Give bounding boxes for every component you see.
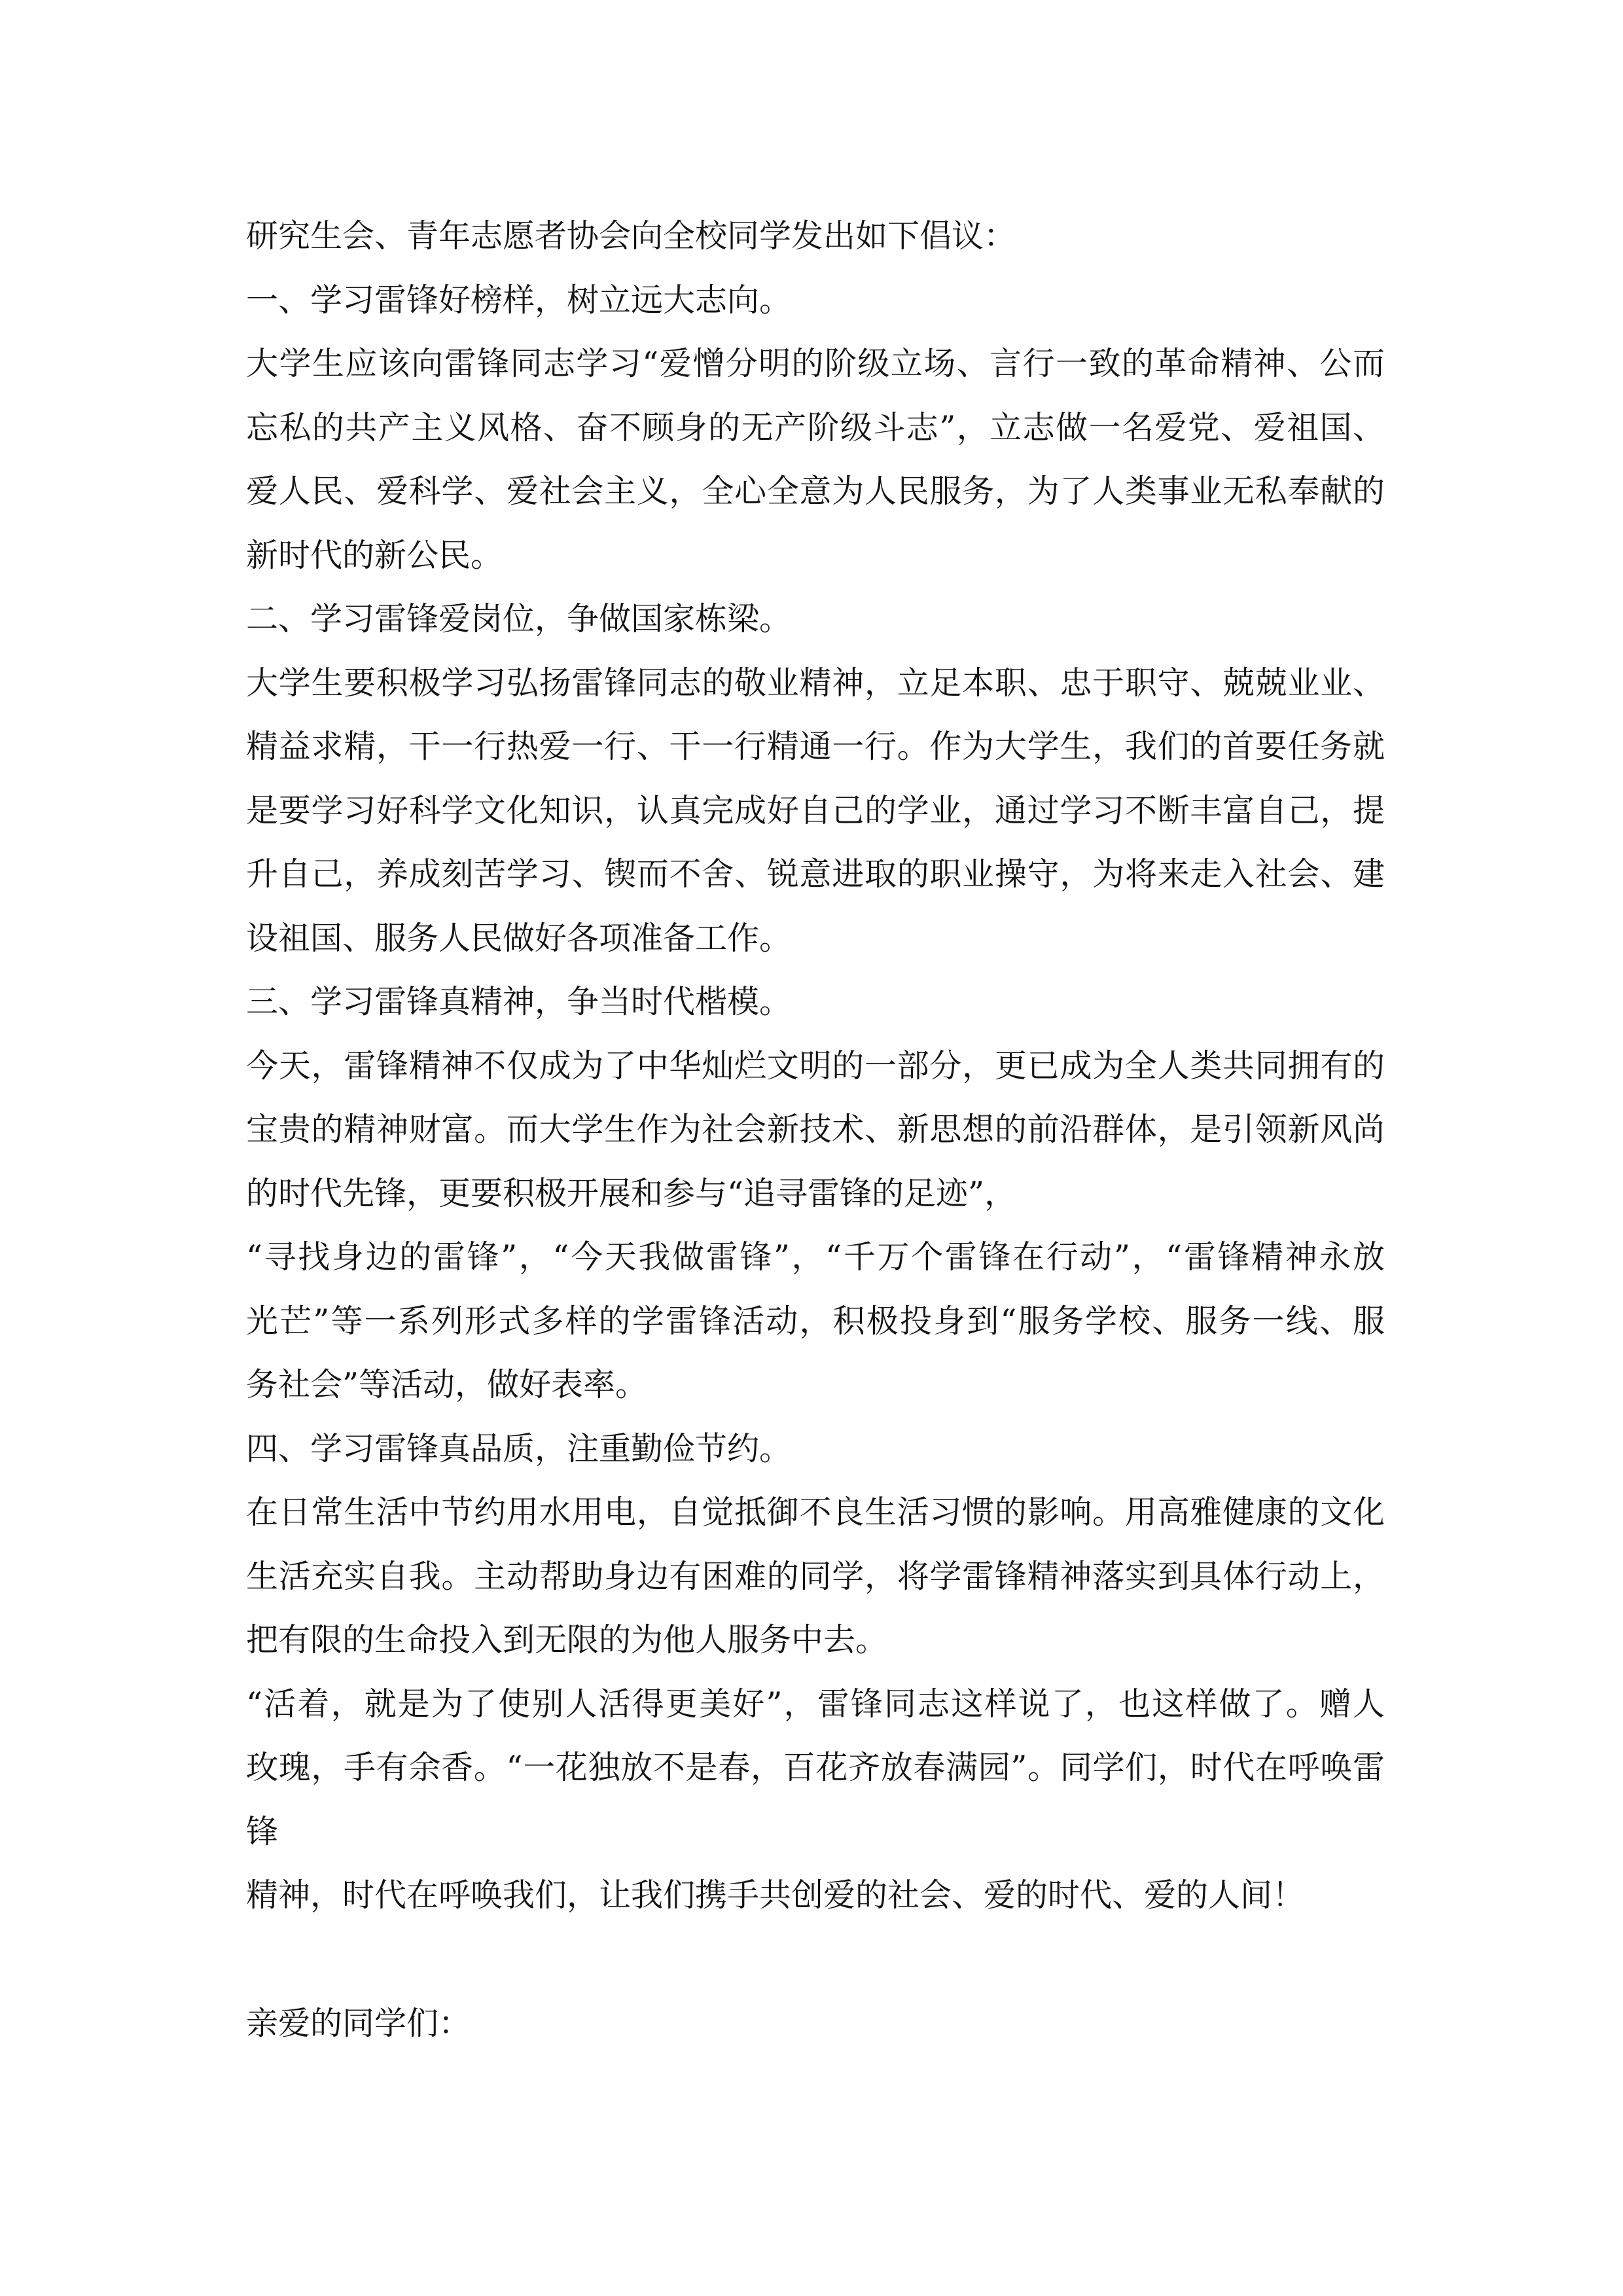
text-line: “活着，就是为了使别人活得更美好”，雷锋同志这样说了，也这样做了。赠人 (246, 1685, 1385, 1723)
text-line: 生活充实自我。主动帮助身边有困难的同学，将学雷锋精神落实到具体行动上， (246, 1557, 1385, 1595)
text-line: 在日常生活中节约用水用电，自觉抵御不良生活习惯的影响。用高雅健康的文化 (246, 1494, 1385, 1531)
text-line: 锋 (246, 1812, 279, 1850)
section-heading: 一、学习雷锋好榜样，树立远大志向。 (246, 281, 792, 319)
text-line: 升自己，养成刻苦学习、锲而不舍、锐意进取的职业操守，为将来走入社会、建 (246, 855, 1385, 893)
text-line: “寻找身边的雷锋”，“今天我做雷锋”，“千万个雷锋在行动”，“雷锋精神永放 (246, 1238, 1385, 1276)
text-line: 务社会”等活动，做好表率。 (246, 1366, 648, 1403)
text-line: 爱人民、爱科学、爱社会主义，全心全意为人民服务，为了人类事业无私奉献的 (246, 473, 1385, 510)
text-line: 宝贵的精神财富。而大学生作为社会新技术、新思想的前沿群体，是引领新风尚 (246, 1111, 1385, 1148)
salutation: 亲爱的同学们： (246, 2004, 471, 2042)
text-line: 大学生要积极学习弘扬雷锋同志的敬业精神，立足本职、忠于职守、兢兢业业、 (246, 664, 1385, 702)
document-body (246, 204, 1385, 2055)
text-line: 精神，时代在呼唤我们，让我们携手共创爱的社会、爱的时代、爱的人间！ (246, 1876, 1305, 1914)
text-line: 忘私的共产主义风格、奋不顾身的无产阶级斗志”，立志做一名爱党、爱祖国、 (246, 408, 1385, 446)
paragraph-gap (246, 1928, 1385, 1992)
text-line: 玫瑰，手有余香。“一花独放不是春，百花齐放春满园”。同学们，时代在呼唤雷 (246, 1749, 1385, 1786)
section-heading: 二、学习雷锋爱岗位，争做国家栋梁。 (246, 600, 792, 637)
text-line: 今天，雷锋精神不仅成为了中华灿烂文明的一部分，更已成为全人类共同拥有的 (246, 1047, 1385, 1085)
text-line: 的时代先锋，更要积极开展和参与“追寻雷锋的足迹”， (246, 1174, 1017, 1212)
text-line: 精益求精，干一行热爱一行、干一行精通一行。作为大学生，我们的首要任务就 (246, 728, 1385, 765)
text-line: 光芒”等一系列形式多样的学雷锋活动，积极投身到“服务学校、服务一线、服 (246, 1302, 1385, 1340)
text-line: 把有限的生命投入到无限的为他人服务中去。 (246, 1621, 888, 1659)
text-line: 新时代的新公民。 (246, 536, 503, 574)
text-line: 设祖国、服务人民做好各项准备工作。 (246, 919, 792, 957)
section-heading: 三、学习雷锋真精神，争当时代楷模。 (246, 983, 792, 1020)
text-line: 大学生应该向雷锋同志学习“爱憎分明的阶级立场、言行一致的革命精神、公而 (246, 345, 1385, 382)
text-line: 研究生会、青年志愿者协会向全校同学发出如下倡议： (246, 217, 1016, 255)
text-line: 是要学习好科学文化知识，认真完成好自己的学业，通过学习不断丰富自己，提 (246, 791, 1385, 829)
section-heading: 四、学习雷锋真品质，注重勤俭节约。 (246, 1429, 792, 1467)
